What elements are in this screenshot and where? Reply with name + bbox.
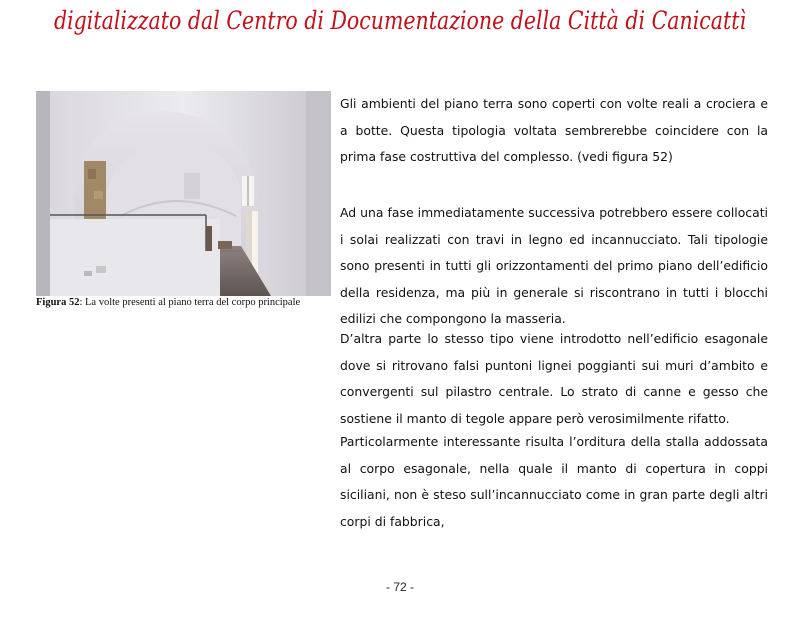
paragraph-4: Particolarmente interessante risulta l’orditura della stalla addossata al corpo esagonale, nella quale il manto di copertura in coppi siciliani, non è steso sull’incannucciato come in gran parte degli altri corpi di fabbrica, xyxy=(340,434,768,529)
figure-caption-text: : La volte presenti al piano terra del corpo principale xyxy=(79,297,301,308)
paragraph-2: Ad una fase immediatamente successiva potrebbero essere collocati i solai realizzati con travi in legno ed incannucciato. Tali tipologie sono presenti in tutti gli orizzontamenti del primo piano dell’edificio della residenza, ma più in generale si riscontrano in tutti i blocchi edilizi che compongono la masseria. xyxy=(340,205,768,327)
vaulted-room-image xyxy=(36,91,331,296)
paragraph-1: Gli ambienti del piano terra sono coperti con volte reali a crociera e a botte. Questa tipologia voltata sembrerebbe coincidere con la prima fase costruttiva del complesso. (vedi figura 52) xyxy=(340,96,768,165)
watermark-text: digitalizzato dal Centro di Documentazione della Città di Canicattì xyxy=(54,6,746,35)
watermark-header xyxy=(0,2,800,42)
figure-label: Figura 52 xyxy=(36,297,80,308)
page-number: - 72 - xyxy=(385,580,414,594)
figure-caption xyxy=(36,297,336,308)
paragraph-3: D’altra parte lo stesso tipo viene introdotto nell’edificio esagonale dove si ritrovano falsi puntoni lignei poggianti sui muri d’ambito e convergenti sul pilastro centrale. Lo strato di canne e gesso che sostiene il manto di tegole appare però verosimilmente rifatto. xyxy=(340,331,768,426)
figure-52-photo xyxy=(36,91,331,296)
